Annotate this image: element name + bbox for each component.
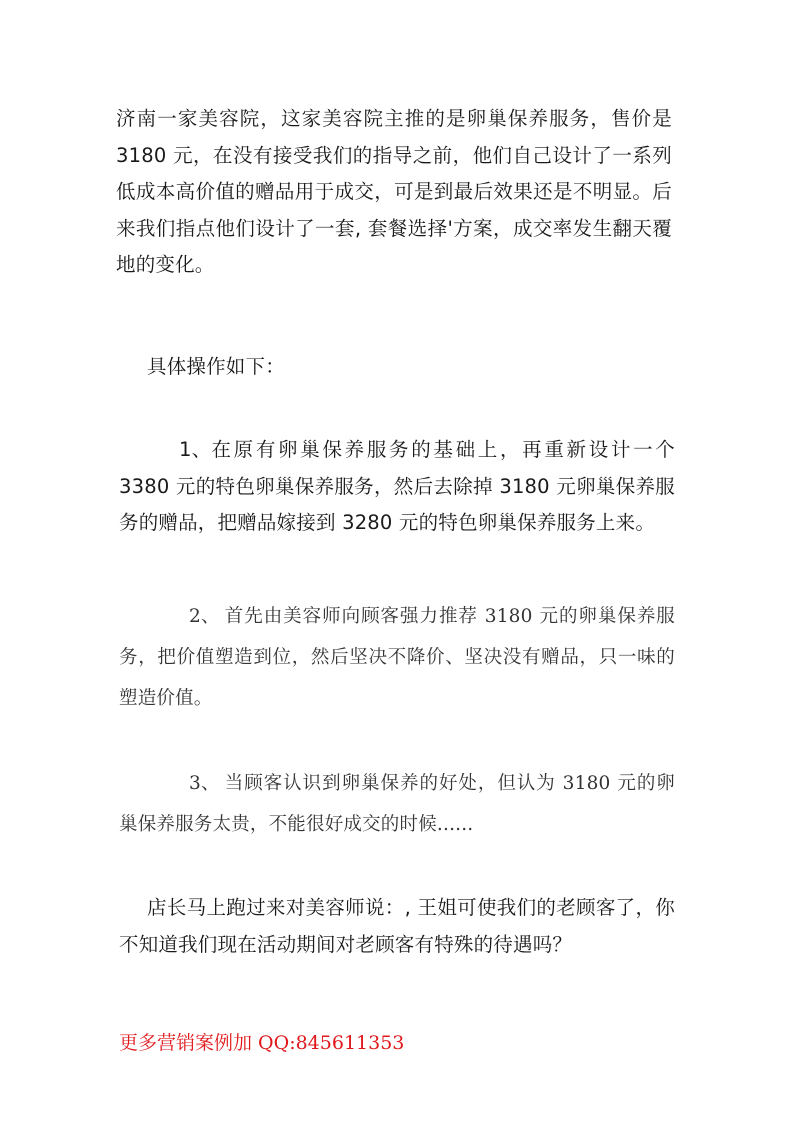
intro-paragraph: 济南一家美容院，这家美容院主推的是卵巢保养服务，售价是 3180 元，在没有接受我们的指导之前，他们自己设计了一系列低成本高价值的赠品用于成交，可是到最后效果还是不明显。后来我们指点他们设计了一套, 套餐选择'方案，成交率发生翻天覆地的变化。 bbox=[116, 107, 672, 276]
step-1-number: 1、 bbox=[179, 438, 212, 461]
step-2-text: 首先由美容师向顾客强力推荐 3180 元的卵巢保养服务，把价值塑造到位，然后坚决不降价、坚决没有赠品，只一味的塑造价值。 bbox=[119, 606, 675, 709]
manager-paragraph: 店长马上跑过来对美容师说：, 王姐可使我们的老顾客了，你不知道我们现在活动期间对老顾客有特殊的待遇吗？ bbox=[119, 896, 675, 956]
step-1-text: 在原有卵巢保养服务的基础上，再重新设计一个 3380 元的特色卵巢保养服务，然后去除掉 3180 元卵巢保养服务的赠品，把赠品嫁接到 3280 元的特色卵巢保养服务上来。 bbox=[119, 438, 675, 534]
promo-contact-link[interactable]: 更多营销案例加 QQ:845611353 bbox=[119, 1032, 405, 1054]
step-3-paragraph bbox=[119, 763, 675, 845]
step-2-number: 2、 bbox=[189, 606, 220, 627]
step-1-paragraph bbox=[119, 432, 675, 542]
step-3-number: 3、 bbox=[189, 773, 220, 794]
step-2-paragraph bbox=[119, 596, 675, 719]
lead-paragraph: 具体操作如下： bbox=[147, 355, 285, 378]
step-3-text: 当顾客认识到卵巢保养的好处，但认为 3180 元的卵巢保养服务太贵，不能很好成交的时候...... bbox=[119, 773, 675, 835]
